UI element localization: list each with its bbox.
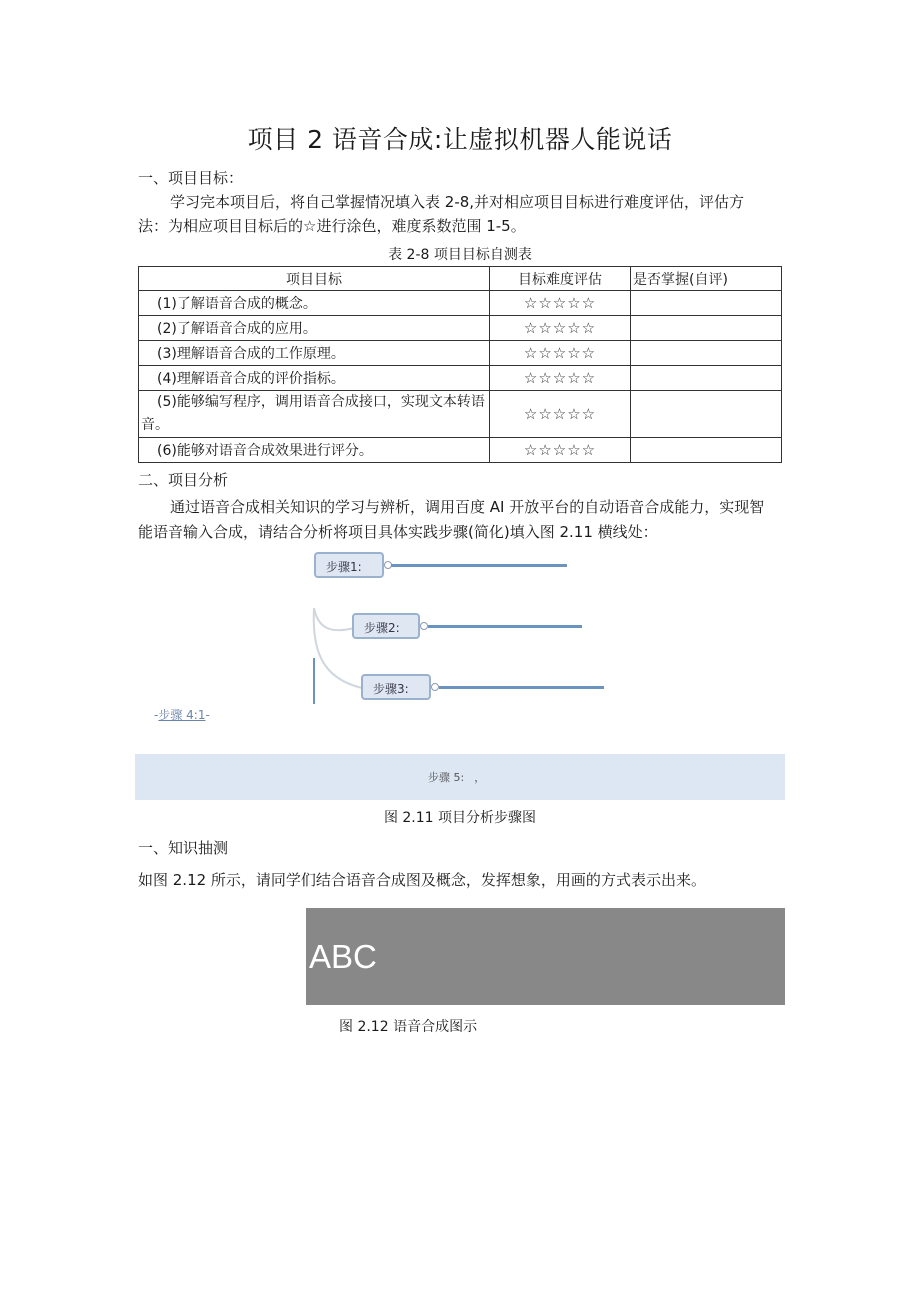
difficulty-stars[interactable]: ☆☆☆☆☆ (490, 291, 631, 316)
step3-answer-line[interactable] (439, 686, 604, 689)
difficulty-stars[interactable]: ☆☆☆☆☆ (490, 316, 631, 341)
self-eval-cell[interactable] (631, 366, 782, 391)
difficulty-stars[interactable]: ☆☆☆☆☆ (490, 366, 631, 391)
table-header-row (139, 267, 782, 291)
header-self-eval: 是否掌握(自评) (631, 267, 782, 291)
step3-box: 步骤3: (361, 674, 431, 700)
table-row (139, 391, 782, 438)
step5-mark: ， (474, 771, 486, 784)
figure-2-12-caption: 图 2.12 语音合成图示 (339, 1019, 478, 1035)
self-eval-cell[interactable] (631, 341, 782, 366)
self-eval-cell[interactable] (631, 391, 782, 438)
image-abc-text: ABC (309, 938, 377, 975)
step2-answer-line[interactable] (428, 625, 582, 628)
goal-cell: (5)能够编写程序，调用语音合成接口，实现文本转语音。 (139, 391, 490, 438)
page-title: 项目 2 语音合成:让虚拟机器人能说话 (247, 125, 673, 154)
step1-answer-line[interactable] (391, 564, 567, 567)
table-row (139, 316, 782, 341)
header-difficulty: 目标难度评估 (490, 267, 631, 291)
step2-box: 步骤2: (352, 613, 420, 639)
step4-suffix: - (205, 708, 210, 722)
step4-prefix: - (154, 708, 159, 722)
section2-line1: 通过语音合成相关知识的学习与辨析，调用百度 AI 开放平台的自动语音合成能力，实现智 (170, 498, 765, 516)
step4-label (154, 706, 210, 723)
section1-intro-line1: 学习完本项目后，将自己掌握情况填入表 2-8,并对相应项目目标进行难度评估，评估方 (170, 193, 745, 211)
step3-dot (431, 683, 439, 691)
step5-label (428, 769, 485, 785)
header-goal: 项目目标 (139, 267, 490, 291)
step4-text[interactable]: 步骤 4:1 (158, 708, 206, 722)
step5-text: 步骤 5: (428, 771, 465, 784)
self-eval-cell[interactable] (631, 316, 782, 341)
self-eval-cell[interactable] (631, 438, 782, 463)
figure-2-11-caption: 图 2.11 项目分析步骤图 (383, 810, 537, 826)
speech-synthesis-image (306, 908, 785, 1005)
difficulty-stars[interactable]: ☆☆☆☆☆ (490, 391, 631, 438)
difficulty-stars[interactable]: ☆☆☆☆☆ (490, 438, 631, 463)
goal-cell: (1)了解语音合成的概念。 (139, 291, 490, 316)
goal-cell: (2)了解语音合成的应用。 (139, 316, 490, 341)
table-row (139, 438, 782, 463)
table-row (139, 291, 782, 316)
self-eval-cell[interactable] (631, 291, 782, 316)
section1-intro-line2: 法：为相应项目目标后的☆进行涂色，难度系数范围 1-5。 (138, 217, 526, 235)
step2-dot (420, 622, 428, 630)
goals-table (138, 266, 782, 463)
goal-cell: (6)能够对语音合成效果进行评分。 (139, 438, 490, 463)
goal-cell: (4)理解语音合成的评价指标。 (139, 366, 490, 391)
table-caption: 表 2-8 项目目标自测表 (388, 247, 532, 263)
difficulty-stars[interactable]: ☆☆☆☆☆ (490, 341, 631, 366)
table-row (139, 341, 782, 366)
table-row (139, 366, 782, 391)
section1-heading: 一、项目目标： (138, 169, 244, 187)
section2-heading: 二、项目分析 (138, 471, 229, 489)
section3-text: 如图 2.12 所示，请同学们结合语音合成图及概念，发挥想象，用画的方式表示出来。 (138, 871, 706, 889)
goal-cell: (3)理解语音合成的工作原理。 (139, 341, 490, 366)
section2-line2: 能语音输入合成，请结合分析将项目具体实践步骤(简化)填入图 2.11 横线处： (138, 523, 658, 541)
section3-heading: 一、知识抽测 (138, 839, 229, 857)
step1-box: 步骤1: (314, 552, 384, 578)
